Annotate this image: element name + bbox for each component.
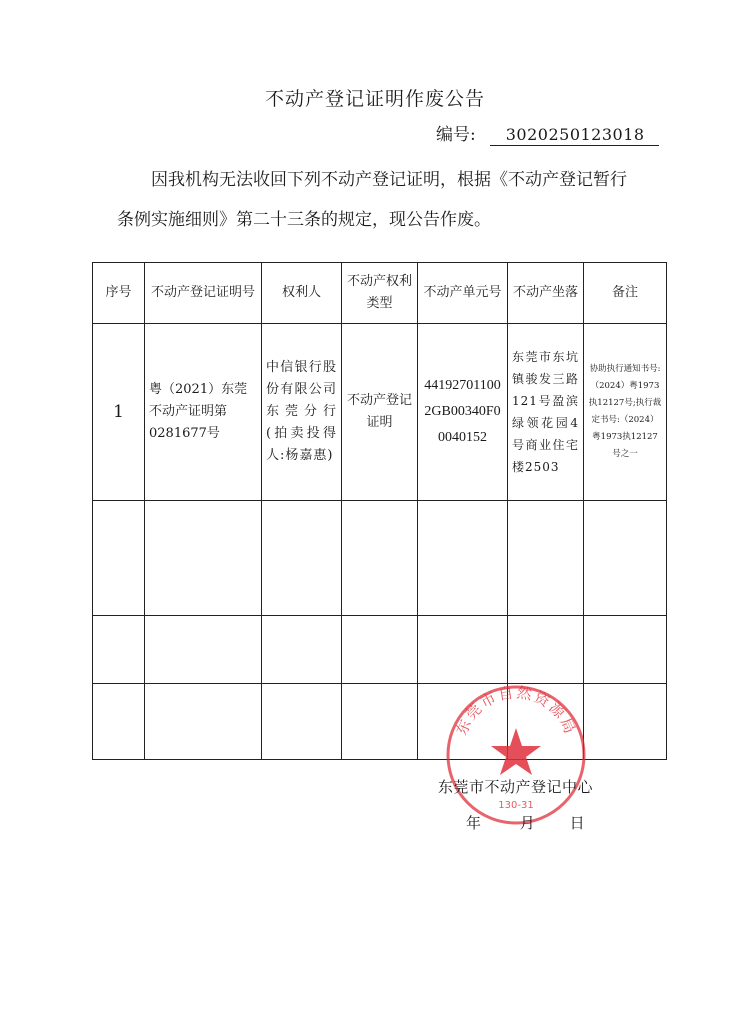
header-cert-no: 不动产登记证明号: [145, 263, 262, 324]
header-seq: 序号: [93, 263, 145, 324]
date-month: 月: [519, 814, 535, 832]
table-header-row: [93, 263, 667, 324]
row-cert-no: 粤（2021）东莞不动产证明第0281677号: [145, 324, 262, 501]
table-row: [93, 324, 667, 501]
header-note: 备注: [584, 263, 667, 324]
header-unit-no: 不动产单元号: [418, 263, 508, 324]
header-owner: 权利人: [262, 263, 342, 324]
issue-date: [466, 812, 585, 833]
table-row-empty: [93, 501, 667, 616]
document-number-label: 编号:: [436, 125, 476, 145]
date-year: 年: [466, 814, 482, 832]
row-note: 协助执行通知书号:（2024）粤1973执12127号;执行裁定书号:（2024）粤1973执12127号之一: [584, 324, 667, 501]
seal-code: 130-31: [498, 800, 534, 811]
row-location: 东莞市东坑镇骏发三路121号盈滨绿领花园4号商业住宅楼2503: [508, 324, 584, 501]
document-number: [436, 120, 659, 146]
seal-text: 东莞市自然资源局: [452, 683, 580, 738]
header-right-type: 不动产权利类型: [342, 263, 418, 324]
document-title: 不动产登记证明作废公告: [264, 88, 485, 110]
star-icon: [491, 728, 541, 775]
row-seq: 1: [93, 324, 145, 501]
row-right-type: 不动产登记证明: [342, 324, 418, 501]
table-row-empty: [93, 616, 667, 684]
row-owner: 中信银行股份有限公司东莞分行(拍卖投得人:杨嘉惠): [262, 324, 342, 501]
official-seal: [441, 680, 591, 830]
intro-paragraph: 因我机构无法收回下列不动产登记证明，根据《不动产登记暂行条例实施细则》第二十三条的规定，现公告作废。: [117, 170, 627, 230]
document-number-value: 3020250123018: [490, 125, 659, 146]
header-location: 不动产坐落: [508, 263, 584, 324]
date-day: 日: [569, 814, 585, 832]
row-unit-no: 441927011002GB00340F00040152: [418, 324, 508, 501]
issuer-name: 东莞市不动产登记中心: [438, 778, 594, 796]
